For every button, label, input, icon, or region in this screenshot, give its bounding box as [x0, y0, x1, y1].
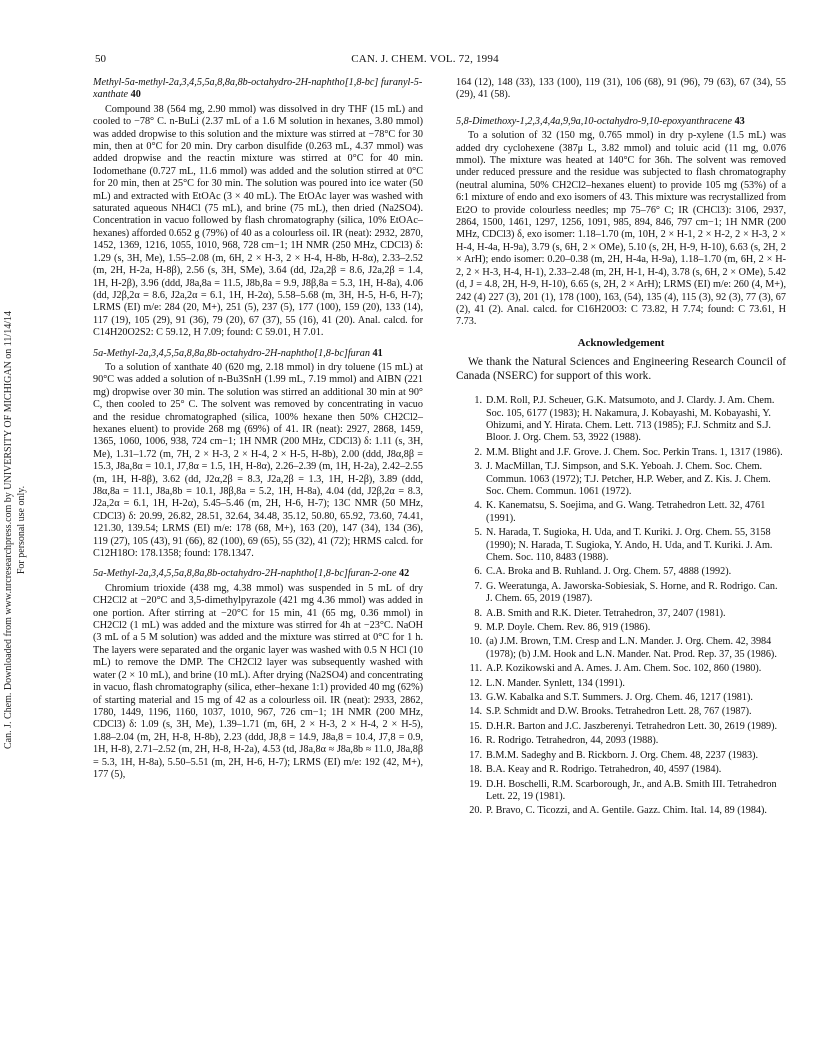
reference-number: 11. — [469, 663, 482, 675]
reference-number: 4. — [474, 500, 482, 512]
reference-item — [456, 636, 786, 661]
reference-number: 16. — [469, 735, 482, 747]
reference-item — [456, 706, 786, 718]
reference-number: 17. — [469, 749, 482, 761]
download-stamp-line2: For personal use only. — [16, 485, 27, 575]
compound-number-41: 41 — [372, 347, 383, 359]
reference-text: D.H. Boschelli, R.M. Scarborough, Jr., and A.B. Smith III. Tetrahedron Lett. 22, 19 (1981). — [486, 778, 777, 802]
reference-item — [456, 581, 786, 606]
reference-text: M.M. Blight and J.F. Grove. J. Chem. Soc. Perkin Trans. 1, 1317 (1986). — [486, 446, 783, 458]
acknowledgement-text: We thank the Natural Sciences and Engineering Research Council of Canada (NSERC) for support of this work. — [456, 356, 786, 383]
reference-text: A.P. Kozikowski and A. Ames. J. Am. Chem. Soc. 102, 860 (1980). — [486, 663, 762, 675]
section-title-41-text: 5a-Methyl-2a,3,4,5,5a,8,8a,8b-octahydro-2H-naphtho[1,8-bc]furan — [93, 347, 373, 359]
reference-text: G.W. Kabalka and S.T. Summers. J. Org. Chem. 46, 1217 (1981). — [486, 692, 753, 704]
download-stamp — [2, 80, 38, 980]
compound-number-40: 40 — [130, 89, 141, 101]
compound-number-42: 42 — [399, 568, 410, 580]
reference-item — [456, 566, 786, 578]
section-body-42-continued: 164 (12), 148 (33), 133 (100), 119 (31), 106 (68), 91 (96), 79 (63), 67 (34), 55 (29), 41 (58). — [456, 77, 786, 101]
section-title-43 — [456, 116, 786, 128]
reference-text: M.P. Doyle. Chem. Rev. 86, 919 (1986). — [486, 622, 651, 634]
reference-text: J. MacMillan, T.J. Simpson, and S.K. Yeboah. J. Chem. Soc. Chem. Commun. 1063 (1972); T.J. Petcher, H.P. Weber, and Z. Kis. J. Chem. Soc. Chem. Commun. 1061 (1972). — [486, 461, 771, 497]
section-title-43-text: 5,8-Dimethoxy-1,2,3,4,4a,9,9a,10-octahydro-9,10-epoxyanthracene — [456, 115, 735, 127]
reference-item — [456, 750, 786, 762]
reference-number: 9. — [474, 622, 482, 634]
reference-number: 8. — [474, 607, 482, 619]
download-stamp-line1: Can. J. Chem. Downloaded from www.nrcresearchpress.com by UNIVERSITY OF MICHIGAN on 11/14/14 — [3, 311, 14, 749]
section-body-43: To a solution of 32 (150 mg, 0.765 mmol) in dry p-xylene (1.5 mL) was added dry cyclohexene (387μ L, 3.82 mmol) and toluic acid (11 mg, 0.076 mmol). The mixture was heated at 140°C for 36h. The solvent was removed under reduced pressure and the residue was subjected to flash chromatography (neutral alumina, 50% CH2Cl2–hexanes eluent) to provide 105 mg (53%) of a 6:1 mixture of endo and exo isomers of 43. This mixture was recrystallized from Et2O to provide colourless needles; mp 75–76° C; IR (CHCl3): 3106, 2937, 2864, 1500, 1461, 1297, 1256, 1091, 985, 894, 846, 797 cm−1; 1H NMR (200 MHz, CDCl3) δ, exo isomer: 1.18–1.70 (m, 10H, 2 × H-1, 2 × H-2, 2 × H-3, 2 × H-4, H-4a, H-9a), 3.79 (s, 6H, 2 × OMe), 5.10 (s, 2H, H-9, H-10), 6.63 (s, 2H, 2 × ArH); endo isomer: 0.20–0.38 (m, 2H, H-4a, H-9a), 1.18–1.70 (m, 6H, 2 × H-2, 2 × H-3, H-4, H-1), 2.33–2.48 (m, 2H, H-1, H-4), 3.78 (s, 6H, 2 × OMe), 5.42 (d, J = 4.8, 2H, H-9, H-10), 6.65 (s, 2H, 2 × ArH); LRMS (EI) m/e: 260 (4, M+), 242 (4) 227 (3), 201 (1), 178 (100), 163, (54), 135 (4), 115 (3), 92 (3), 77 (3), 67 (2), 41 (2). Anal. calcd. for C16H20O3: C 73.82, H 7.74; found: C 73.61, H 7.73. — [456, 130, 786, 328]
page-number: 50 — [95, 53, 106, 65]
reference-number: 15. — [469, 720, 482, 732]
reference-item — [456, 527, 786, 564]
section-title-40-text: Methyl-5a-methyl-2a,3,4,5,5a,8,8a,8b-octahydro-2H-naphtho[1,8-bc] furanyl-5-xanthate — [93, 77, 423, 101]
reference-text: D.H.R. Barton and J.C. Jaszberenyi. Tetrahedron Lett. 30, 2619 (1989). — [486, 720, 778, 732]
reference-item — [456, 447, 786, 459]
reference-number: 12. — [469, 677, 482, 689]
reference-number: 3. — [474, 461, 482, 473]
right-column — [456, 77, 786, 820]
reference-item — [456, 461, 786, 498]
reference-item — [456, 663, 786, 675]
reference-text: N. Harada, T. Sugioka, H. Uda, and T. Kuriki. J. Org. Chem. 55, 3158 (1990); N. Harada, T. Sugioka, Y. Ando, H. Uda, and T. Kuriki. J. Am. Chem. Soc. 110, 8483 (1988). — [486, 527, 773, 563]
reference-number: 10. — [469, 636, 482, 648]
acknowledgement-heading: Acknowledgement — [577, 336, 665, 349]
compound-number-43: 43 — [734, 115, 745, 127]
reference-item — [456, 608, 786, 620]
reference-item — [456, 622, 786, 634]
section-body-42: Chromium trioxide (438 mg, 4.38 mmol) was suspended in 5 mL of dry CH2Cl2 at −20°C and 3,5-dimethylpyrazole (421 mg 4.36 mmol) was added in one portion. After stirring at −20°C for 15 min, 41 (65 mg, 0.36 mmol) in CH2Cl2 (1 mL) was added and the mixture was stirred for 4h at −23°C. NaOH (3 mL of a 5 M solution) was added and the mixture was stirred at 0°C for 1 h. The layers were separated and the organic layer was washed with 0.5 N HCl (10 mL) to remove the DMP. The CH2Cl2 layer was subsequently washed with water (2 × 10 mL), and brine (10 mL). After drying (Na2SO4) and concentrating in vacuo, flash chromatography (silica, ether–hexane 1:1) provided 40 mg (62%) of starting material and 15 mg of 42 as a colourless oil. IR (neat): 2933, 2862, 1780, 1449, 1196, 1160, 1037, 1010, 967, 726 cm−1; 1H NMR (200 MHz, CDCl3) δ: 1.09 (s, 3H, Me), 1.39–1.71 (m, 6H, 2 × H-3, 2 × H-4, 2 × H-5), 1.88–2.04 (m, 2H, H-8, H-8b), 2.23 (ddd, J8,8 = 14.9, J8a,8 = 10.4, J7,8 = 0.9, 1H, H-8), 2.71–2.52 (m, 2H, H-8, H-2a), 4.53 (td, J8a,8α ≈ J8a,8b ≈ 11.0, J8a,8β = 5.3, 1H, H-8a), 5.50–5.51 (m, 2H, H-6, H-7); LRMS (EI) m/e: 192 (42, M+), 177 (5), — [93, 582, 423, 780]
reference-text: B.M.M. Sadeghy and B. Rickborn. J. Org. Chem. 48, 2237 (1983). — [486, 749, 759, 761]
reference-text: D.M. Roll, P.J. Scheuer, G.K. Matsumoto, and J. Clardy. J. Am. Chem. Soc. 105, 6177 (1983); H. Nakamura, J. Kobayashi, M. Kobayashi, Y. Ohizumi, and Y. Hirata. Chem. Lett. 713 (1985); F.J. Schmitz and S.J. Bloor. J. Org. Chem. 53, 3922 (1988). — [486, 395, 775, 444]
reference-number: 13. — [469, 692, 482, 704]
reference-text: S.P. Schmidt and D.W. Brooks. Tetrahedron Lett. 28, 767 (1987). — [486, 706, 752, 718]
section-title-42 — [93, 568, 423, 580]
reference-number: 1. — [474, 395, 482, 407]
reference-item — [456, 735, 786, 747]
reference-number: 5. — [474, 527, 482, 539]
reference-number: 7. — [474, 580, 482, 592]
reference-item — [456, 395, 786, 445]
reference-item — [456, 764, 786, 776]
reference-text: (a) J.M. Brown, T.M. Cresp and L.N. Mander. J. Org. Chem. 42, 3984 (1978); (b) J.M. Hook and L.N. Mander. Nat. Prod. Rep. 37, 35 (1986). — [486, 636, 777, 660]
section-body-41: To a solution of xanthate 40 (620 mg, 2.18 mmol) in dry toluene (15 mL) at 90°C was added a solution of n-Bu3SnH (1.99 mL, 7.19 mmol) and AIBN (221 mg) dropwise over 30 min. The solution was stirred an additional 30 min at 90° C, then cooled to 25° C. The solvent was removed by concentrating in vacuo and the residue chromatographed (silica, 100% hexane then 50% CH2Cl2–hexanes eluent) to provide 268 mg (69%) of 41. IR (neat): 2927, 2868, 1459, 1365, 1060, 1006, 938, 724 cm−1; 1H NMR (200 MHz, CDCl3) δ: 1.11 (s, 3H, Me), 1.31–1.72 (m, 7H, 2 × H-3, 2 × H-4, 2 × H-5, H-8b), 2.00 (ddd, J8α,8β = 15.3, J8a,8α = 10.1, J7,8α = 1.5, 1H, H-8α), 2.26–2.39 (m, 1H, H-2a), 2.42–2.55 (m, 1H, H-8β), 3.62 (dd, J2α,2β = 8.3, J2a,2β = 1.3, 1H, H-2β), 3.89 (ddd, J8α,8a = 11.1, J8a,8b = 10.1, J8β,8a = 5.2, 1H, H-8a), 4.04 (dd, J2β,2α = 8.3, J2a,2α = 6.1, 1H, H-2α), 5.45–5.46 (m, 2H, H-6, H-7); 13C NMR (50 MHz, CDCl3) δ: 20.99, 26.82, 28.51, 32.64, 34.48, 35.12, 50.80, 65.92, 73.60, 74.41, 121.30, 139.54; LRMS (EI) m/e: 178 (68, M+), 163 (20), 147 (34), 134 (36), 119 (27), 105 (43), 91 (66), 82 (100), 69 (65), 55 (32), 41 (72); HRMS calcd. for C12H18O: 178.1358; found: 178.1347. — [93, 361, 423, 560]
reference-text: G. Weeratunga, A. Jaworska-Sobiesiak, S. Horne, and R. Rodrigo. Can. J. Chem. 65, 2019 (1987). — [486, 580, 778, 605]
section-body-40: Compound 38 (564 mg, 2.90 mmol) was dissolved in dry THF (15 mL) and cooled to −78° C. n-BuLi (2.37 mL of a 1.6 M solution in hexanes, 3.80 mmol) was added dropwise to this solution and the mixture was stirred at −78°C for 30 min, then at 0°C for 20 min. Dry carbon disulfide (0.263 mL, 4.37 mmol) was added dropwise and the reactin mixture was stirred at 0°C for 40 min. Iodomethane (0.727 mL, 11.6 mmol) was added and the solution stirred at 0°C for 20 min, then at 25°C for 30 min. The solution was poured into ice water (50 mL) and extracted with EtOAc (3 × 40 mL). The EtOAc layer was washed with saturated aqueous NH4Cl (75 mL), and brine (75 mL), then dried (Na2SO4). Concentration in vacuo followed by flash chromatography (silica, 10% EtOAc–hexanes) afforded 0.652 g (79%) of 40 as a colourless oil. IR (neat): 2932, 2870, 1452, 1369, 1216, 1055, 1010, 968, 728 cm−1; 1H NMR (250 MHz, CDCl3) δ: 1.29 (s, 3H, Me), 1.55–2.08 (m, 6H, 2 × H-3, 2 × H-4, H-8b, H-8α), 2.33–2.52 (m, 2H, H-2a, H-8β), 2.56 (s, 3H, SMe), 3.64 (dd, J2a,2β = 8.6, J2a,2β = 1.4, 1H, H-2β), 3.96 (ddd, J8a,8a = 11.5, J8b,8a = 9.9, J8β,8a = 5.3, 1H, H-8a), 4.06 (dd, J2β,2α = 8.6, J2a,2α = 6.1, 1H, H-2α), 5.58–5.68 (m, 3H, H-5, H-6, H-7); LRMS (EI) m/e: 284 (20, M+), 251 (5), 237 (5), 177 (100), 159 (20), 133 (14), 117 (19), 105 (29), 91 (36), 79 (20), 67 (37), 55 (16), 41 (20). Anal. calcd. for C14H20O2S2: C 59.12, H 7.09; found: C 59.01, H 7.01. — [93, 103, 423, 339]
reference-item — [456, 779, 786, 804]
reference-item — [456, 678, 786, 690]
reference-text: L.N. Mander. Synlett, 134 (1991). — [486, 677, 625, 689]
section-title-40 — [93, 77, 423, 102]
reference-number: 18. — [469, 764, 482, 776]
reference-number: 14. — [469, 706, 482, 718]
reference-number: 2. — [474, 446, 482, 458]
reference-text: B.A. Keay and R. Rodrigo. Tetrahedron, 40, 4597 (1984). — [486, 764, 722, 776]
page-header — [95, 53, 755, 69]
reference-item — [456, 721, 786, 733]
journal-header: CAN. J. CHEM. VOL. 72, 1994 — [351, 53, 499, 65]
reference-text: K. Kanematsu, S. Soejima, and G. Wang. Tetrahedron Lett. 32, 4761 (1991). — [486, 500, 766, 524]
reference-number: 6. — [474, 566, 482, 578]
reference-item — [456, 500, 786, 525]
reference-text: R. Rodrigo. Tetrahedron, 44, 2093 (1988). — [486, 735, 659, 747]
reference-text: A.B. Smith and R.K. Dieter. Tetrahedron, 37, 2407 (1981). — [486, 607, 726, 619]
reference-item — [456, 692, 786, 704]
left-column — [93, 77, 423, 789]
reference-number: 20. — [469, 805, 482, 817]
reference-text: C.A. Broka and B. Ruhland. J. Org. Chem. 57, 4888 (1992). — [486, 566, 732, 578]
section-title-42-text: 5a-Methyl-2a,3,4,5,5a,8,8a,8b-octahydro-2H-naphtho[1,8-bc]furan-2-one — [93, 568, 400, 580]
reference-list — [456, 395, 786, 818]
reference-text: P. Bravo, C. Ticozzi, and A. Gentile. Gazz. Chim. Ital. 14, 89 (1984). — [486, 805, 767, 817]
reference-number: 19. — [469, 778, 482, 790]
reference-item — [456, 805, 786, 817]
section-title-41 — [93, 348, 423, 360]
